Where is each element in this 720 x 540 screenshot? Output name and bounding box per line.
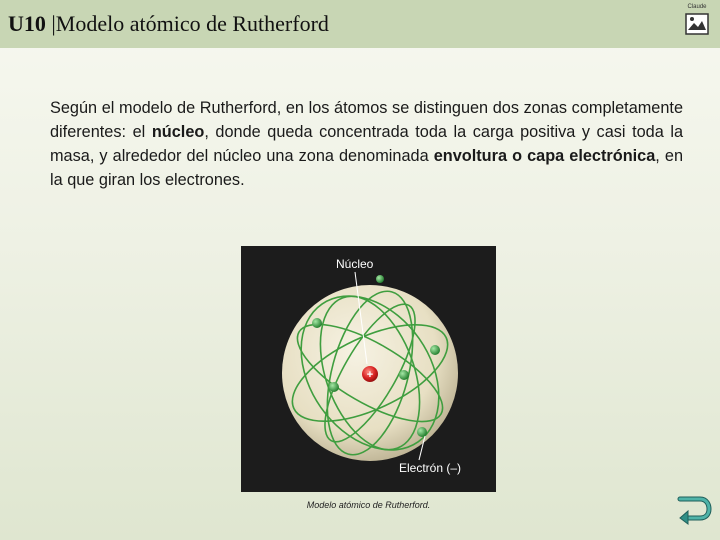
electron-label: Electrón (–) [399, 461, 462, 475]
atom-illustration [241, 246, 496, 492]
nucleus-term: núcleo [151, 123, 205, 141]
title-text: Modelo atómico de Rutherford [55, 11, 329, 36]
electron-6 [376, 275, 384, 283]
return-arrow-icon [676, 493, 712, 525]
header-bar [0, 0, 720, 48]
unit-number: U10 [8, 11, 46, 36]
electron-2 [430, 345, 440, 355]
page-title [8, 11, 329, 37]
electron-5 [417, 427, 427, 437]
logo-icon [685, 13, 709, 35]
intro-paragraph [50, 96, 683, 192]
electron-shell-term: envoltura o capa electrónica [433, 147, 656, 165]
title-separator: | [45, 11, 56, 36]
electron-4 [329, 382, 339, 392]
logo[interactable] [683, 4, 711, 38]
nucleus-label: Núcleo [336, 257, 374, 271]
electron-3 [399, 370, 409, 380]
paragraph-text: Según el modelo de Rutherford, en los átomos se distinguen dos zonas completamente diferentes: el [50, 99, 683, 141]
paragraph-text: , donde queda concentrada toda la carga positiva y casi toda la masa, y alrededor del núcleo una zona denominada [50, 123, 684, 165]
atom-figure [241, 246, 496, 492]
back-button[interactable] [676, 493, 712, 525]
nucleus-charge: + [366, 369, 374, 381]
electron-1 [312, 318, 322, 328]
paragraph-text: , en la que giran los electrones. [50, 147, 683, 189]
logo-text: Claude [687, 4, 707, 10]
figure-caption: Modelo atómico de Rutherford. [306, 500, 431, 510]
